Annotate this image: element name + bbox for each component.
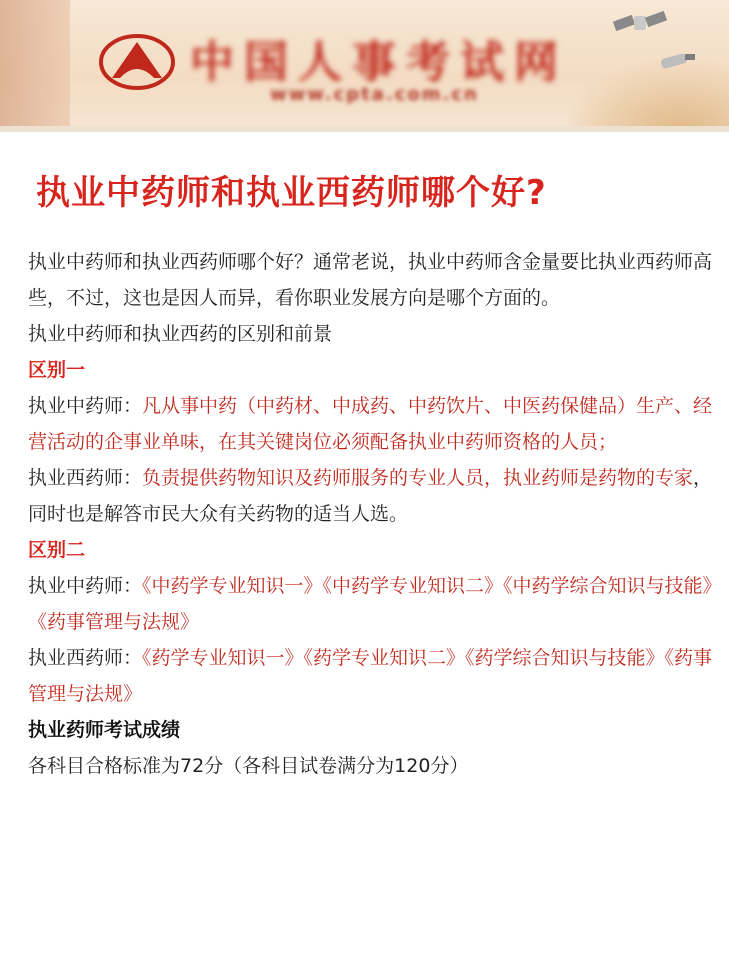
banner-divider — [0, 126, 729, 132]
west-label: 执业西药师： — [28, 467, 143, 489]
satellite-icon — [610, 8, 670, 42]
article-title: 执业中药师和执业西药师哪个好? — [36, 173, 547, 213]
section3-heading: 执业药师考试成绩 — [28, 719, 181, 741]
section1-heading: 区别一 — [28, 359, 86, 381]
west-label: 执业西药师： — [28, 647, 143, 669]
tcm-label: 执业中药师： — [28, 575, 143, 597]
west-subjects: 《药学专业知识一》《药学专业知识二》《药学综合知识与技能》《药事管理与法规》 — [28, 647, 713, 705]
spacecraft-icon — [655, 48, 697, 74]
intro-paragraph: 执业中药师和执业西药师哪个好？通常老说，执业中药师含金量要比执业西药师高些，不过，这也是因人而异，看你职业发展方向是哪个方面的。 — [28, 251, 713, 309]
passing-score-text: 各科目合格标准为72分（各科目试卷满分为120分） — [28, 755, 469, 777]
tcm-description: 凡从事中药（中药材、中成药、中药饮片、中医药保健品）生产、经营活动的企事业单味，在其关键岗位必须配备执业中药师资格的人员； — [28, 395, 713, 453]
section1-tcm-paragraph — [28, 388, 714, 460]
article-body — [28, 244, 714, 784]
subtitle-line: 执业中药师和执业西药的区别和前景 — [28, 323, 333, 345]
section1-west-paragraph — [28, 460, 714, 532]
tcm-label: 执业中药师： — [28, 395, 143, 417]
site-logo-icon — [98, 30, 176, 90]
west-description-tail: ，同时也是解答市民大众有关药物的适当人选。 — [28, 467, 713, 525]
great-wall-decoration — [0, 0, 70, 132]
tcm-subjects: 《中药学专业知识一》《中药学专业知识二》《中药学综合知识与技能》《药事管理与法规》 — [28, 575, 713, 633]
site-url: www.cpta.com.cn — [270, 84, 479, 105]
landscape-decoration — [569, 62, 729, 132]
section2-west-paragraph — [28, 640, 714, 712]
west-description: 负责提供药物知识及药师服务的专业人员，执业药师是药物的专家 — [142, 467, 694, 489]
section2-tcm-paragraph — [28, 568, 714, 640]
section2-heading: 区别二 — [28, 539, 86, 561]
site-name: 中国人事考试网 — [190, 37, 568, 88]
header-banner — [0, 0, 729, 132]
